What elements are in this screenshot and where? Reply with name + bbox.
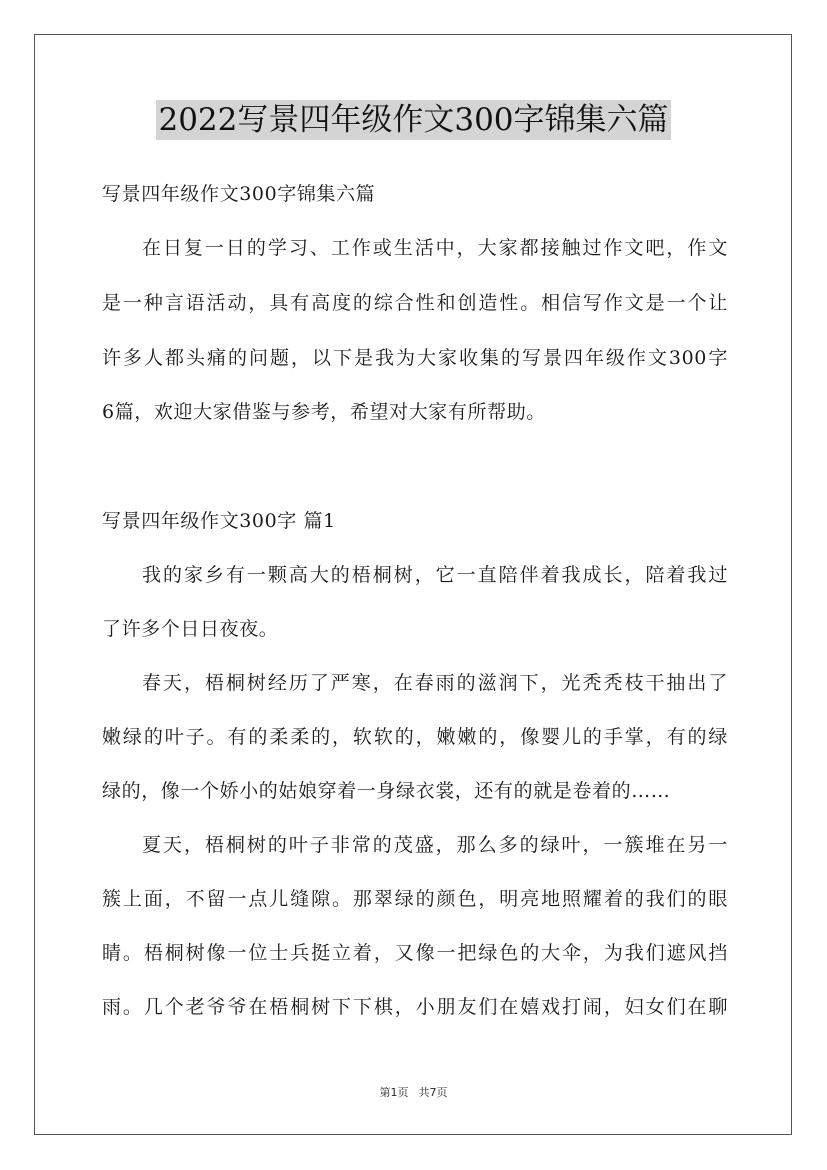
intro-line: 在日复一日的学习、工作或生活中，大家都接触过作文吧，作文 (142, 237, 728, 259)
document-title: 2022写景四年级作文300字锦集六篇 (158, 102, 669, 138)
page-total: 共7页 (418, 1086, 448, 1099)
paragraph-line: 绿的，像一个娇小的姑娘穿着一身绿衣裳，还有的就是卷着的…… (102, 780, 671, 802)
intro-line: 许多人都头痛的问题，以下是我为大家收集的写景四年级作文300字 (102, 347, 728, 369)
subtitle: 写景四年级作文300字锦集六篇 (102, 183, 376, 205)
page-footer (0, 1084, 827, 1100)
page-number: 第1页 (379, 1086, 409, 1099)
paragraph-line: 我的家乡有一颗高大的梧桐树，它一直陪伴着我成长，陪着我过 (142, 564, 728, 586)
title-container (0, 100, 827, 140)
intro-line: 是一种言语活动，具有高度的综合性和创造性。相信写作文是一个让 (102, 292, 728, 314)
paragraph-line: 了许多个日日夜夜。 (102, 618, 279, 640)
paragraph-line: 睛。梧桐树像一位士兵挺立着，又像一把绿色的大伞，为我们遮风挡 (102, 942, 728, 964)
paragraph-line: 簇上面，不留一点儿缝隙。那翠绿的颜色，明亮地照耀着的我们的眼 (102, 888, 728, 910)
paragraph-line: 雨。几个老爷爷在梧桐树下下棋，小朋友们在嬉戏打闹，妇女们在聊 (102, 996, 728, 1018)
paragraph-line: 夏天，梧桐树的叶子非常的茂盛，那么多的绿叶，一簇堆在另一 (142, 834, 728, 856)
paragraph-line: 春天，梧桐树经历了严寒，在春雨的滋润下，光秃秃枝干抽出了 (142, 672, 728, 694)
paragraph-line: 嫩绿的叶子。有的柔柔的，软软的，嫩嫩的，像婴儿的手掌，有的绿 (102, 726, 728, 748)
intro-line: 6篇，欢迎大家借鉴与参考，希望对大家有所帮助。 (102, 401, 546, 423)
section-heading: 写景四年级作文300字 篇1 (102, 510, 336, 532)
